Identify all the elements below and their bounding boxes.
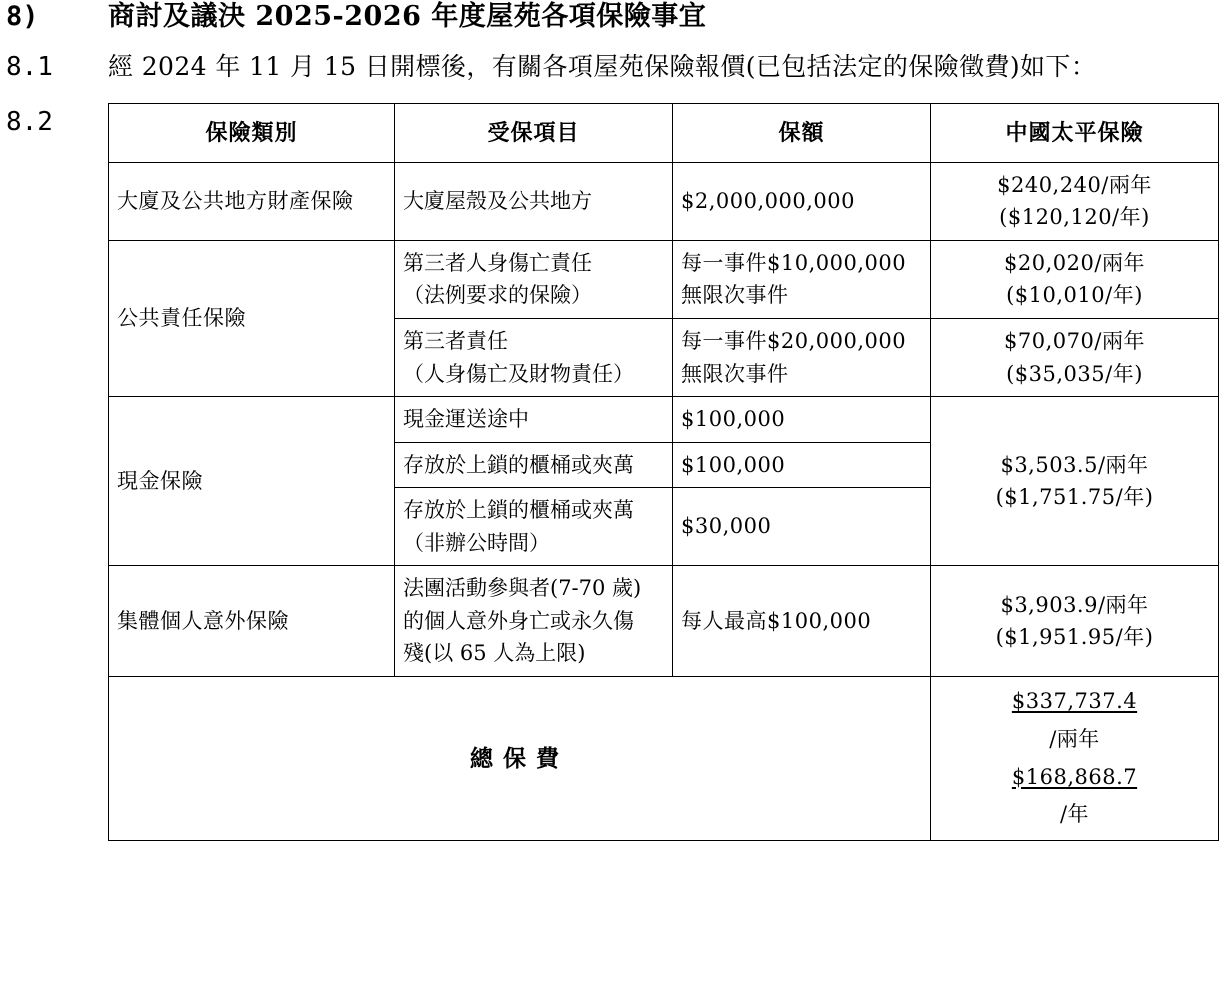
- header-sum-insured: 保額: [673, 103, 931, 162]
- table-row: [109, 566, 1219, 677]
- header-insurer: 中國太平保險: [931, 103, 1219, 162]
- sum-line-1: 每一事件$20,000,000: [681, 329, 907, 354]
- cell-category: 現金保險: [109, 397, 395, 566]
- cell-item: 現金運送途中: [395, 397, 673, 443]
- premium-per-year: ($1,951.95/年): [995, 625, 1154, 650]
- item-line-1: 第三者責任: [403, 329, 508, 354]
- cell-premium: [931, 162, 1219, 240]
- cell-item: [395, 566, 673, 677]
- cell-sum: $2,000,000,000: [673, 162, 931, 240]
- item-line-1: 存放於上鎖的櫃桶或夾萬: [403, 498, 634, 523]
- header-category: 保險類別: [109, 103, 395, 162]
- agenda-item-8: [0, 0, 1232, 34]
- cell-premium: [931, 240, 1219, 318]
- sum-line-1: 每一事件$10,000,000: [681, 250, 907, 275]
- clause-8-2-number: 8.2: [6, 106, 53, 137]
- premium-two-year: $3,903.9/兩年: [1000, 592, 1149, 617]
- cell-sum: $100,000: [673, 442, 931, 488]
- total-premium: [931, 676, 1219, 840]
- table-row: [109, 397, 1219, 443]
- insurance-quotation-table: [108, 103, 1219, 841]
- item-line-2: （法例要求的保險）: [403, 283, 592, 308]
- premium-per-year: ($1,751.75/年): [995, 485, 1154, 510]
- sum-line-2: 無限次事件: [681, 361, 789, 386]
- total-per-year-unit: /年: [1059, 802, 1090, 827]
- agenda-item-8-title: 商討及議決 2025-2026 年度屋苑各項保險事宜: [108, 1, 707, 32]
- table-total-row: [109, 676, 1219, 840]
- premium-two-year: $20,020/兩年: [1004, 250, 1145, 275]
- total-two-year-unit: /兩年: [1049, 726, 1100, 751]
- header-item: 受保項目: [395, 103, 673, 162]
- cell-premium: [931, 319, 1219, 397]
- cell-item: [395, 240, 673, 318]
- premium-two-year: $3,503.5/兩年: [1000, 452, 1149, 477]
- item-line-3: 殘(以 65 人為上限): [403, 641, 586, 666]
- table-header-row: [109, 103, 1219, 162]
- premium-two-year: $240,240/兩年: [997, 172, 1152, 197]
- cell-category: 公共責任保險: [109, 240, 395, 396]
- premium-per-year: ($120,120/年): [999, 205, 1150, 230]
- cell-premium: [931, 566, 1219, 677]
- table-row: [109, 240, 1219, 318]
- insurance-table-wrapper: [108, 103, 1232, 841]
- item-line-2: （非辦公時間）: [403, 530, 550, 555]
- total-per-year: [939, 759, 1210, 835]
- item-line-1: 第三者人身傷亡責任: [403, 250, 592, 275]
- sum-line-2: 無限次事件: [681, 283, 789, 308]
- total-two-year-amount: $337,737.4: [1011, 688, 1138, 713]
- cell-item: 存放於上鎖的櫃桶或夾萬: [395, 442, 673, 488]
- total-label: 總保費: [109, 676, 931, 840]
- cell-item: [395, 488, 673, 566]
- premium-per-year: ($35,035/年): [1006, 361, 1143, 386]
- item-line-2: （人身傷亡及財物責任）: [403, 361, 634, 386]
- cell-item: [395, 319, 673, 397]
- clause-8-1: [0, 48, 1232, 87]
- agenda-item-8-number: 8): [6, 1, 39, 32]
- cell-sum: 每人最高$100,000: [673, 566, 931, 677]
- cell-sum: $100,000: [673, 397, 931, 443]
- table-row: [109, 162, 1219, 240]
- item-line-2: 的個人意外身亡或永久傷: [403, 608, 634, 633]
- cell-item: 大廈屋殼及公共地方: [395, 162, 673, 240]
- clause-8-2: [0, 103, 1232, 841]
- table-header: [109, 103, 1219, 162]
- total-per-year-amount: $168,868.7: [1011, 764, 1138, 789]
- table-body: [109, 162, 1219, 840]
- premium-two-year: $70,070/兩年: [1004, 329, 1145, 354]
- cell-premium: [931, 397, 1219, 566]
- cell-sum: [673, 319, 931, 397]
- cell-category: 集體個人意外保險: [109, 566, 395, 677]
- total-two-year: [939, 683, 1210, 759]
- clause-8-1-number: 8.1: [6, 51, 53, 82]
- cell-category: 大廈及公共地方財產保險: [109, 162, 395, 240]
- cell-sum: [673, 240, 931, 318]
- clause-8-1-text: 經 2024 年 11 月 15 日開標後，有關各項屋苑保險報價(已包括法定的保險徵費)如下：: [108, 51, 1097, 81]
- cell-sum: $30,000: [673, 488, 931, 566]
- premium-per-year: ($10,010/年): [1006, 283, 1143, 308]
- item-line-1: 法團活動參與者(7-70 歲): [403, 576, 642, 601]
